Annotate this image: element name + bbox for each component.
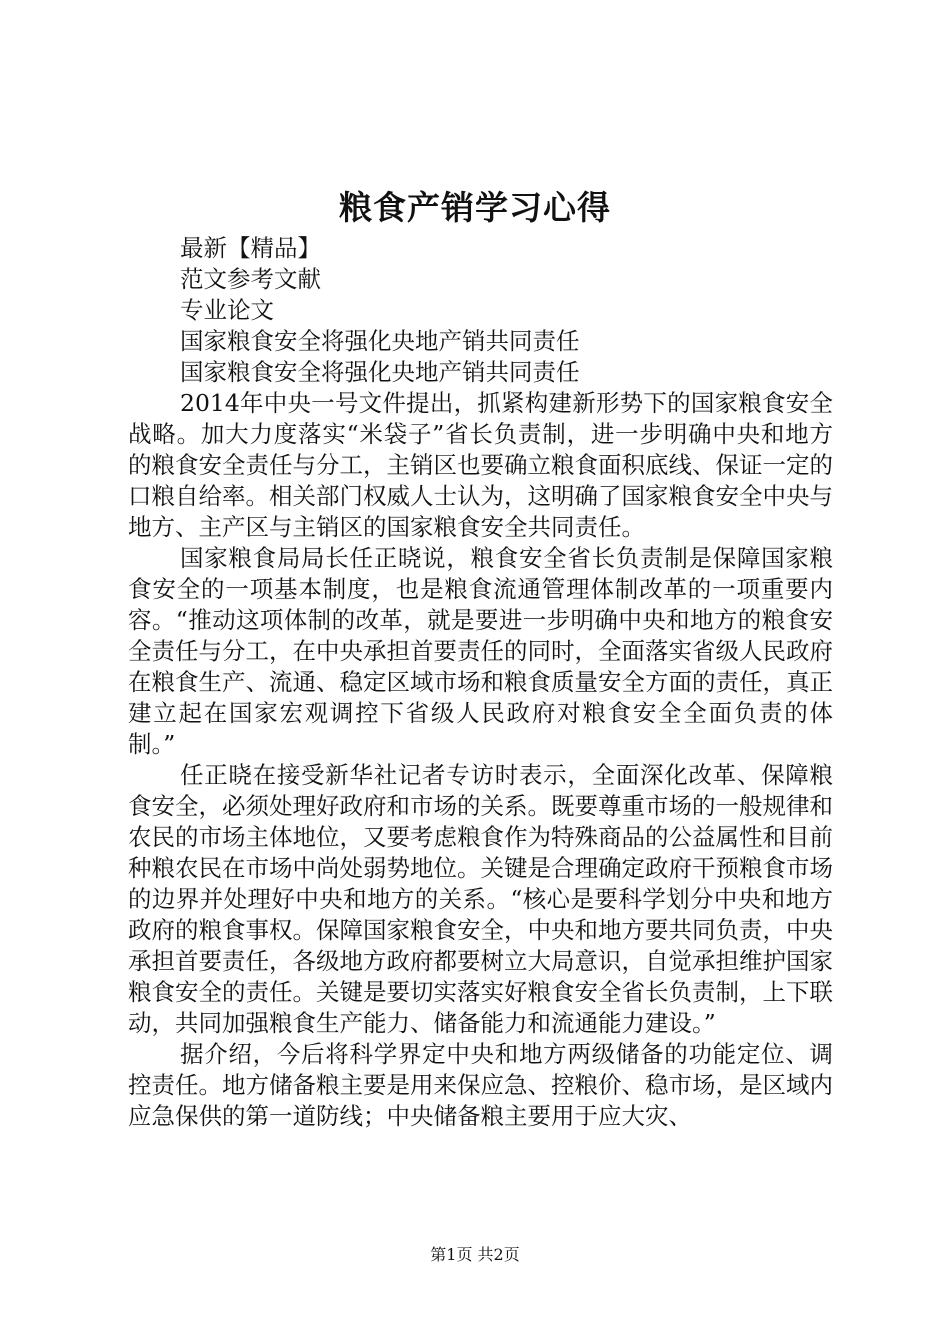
header-line: 国家粮食安全将强化央地产销共同责任 bbox=[180, 327, 580, 355]
header-line: 最新【精品】 bbox=[180, 234, 321, 262]
body-paragraph: 任正晓在接受新华社记者专访时表示，全面深化改革、保障粮食安全，必须处理好政府和市场的关系。既要尊重市场的一般规律和农民的市场主体地位，又要考虑粮食作为特殊商品的公益属性和目前种粮农民在市场中尚处弱势地位。关键是合理确定政府干预粮食市场的边界并处理好中央和地方的关系。“核心是要科学划分中央和地方政府的粮食事权。保障国家粮食安全，中央和地方要共同负责，中央承担首要责任，各级地方政府都要树立大局意识，自觉承担维护国家粮食安全的责任。关键是要切实落实好粮食安全省长负责制，上下联动，共同加强粮食生产能力、储备能力和流通能力建设。” bbox=[128, 761, 833, 1037]
document-body bbox=[128, 233, 833, 1132]
body-paragraph: 2014年中央一号文件提出，抓紧构建新形势下的国家粮食安全战略。加大力度落实“米袋子”省长负责制，进一步明确中央和地方的粮食安全责任与分工，主销区也要确立粮食面积底线、保证一定的口粮自给率。相关部门权威人士认为，这明确了国家粮食安全中央与地方、主产区与主销区的国家粮食安全共同责任。 bbox=[128, 389, 833, 541]
body-paragraph: 国家粮食局局长任正晓说，粮食安全省长负责制是保障国家粮食安全的一项基本制度，也是粮食流通管理体制改革的一项重要内容。“推动这项体制的改革，就是要进一步明确中央和地方的粮食安全责任与分工，在中央承担首要责任的同时，全面落实省级人民政府在粮食生产、流通、稳定区域市场和粮食质量安全方面的责任，真正建立起在国家宏观调控下省级人民政府对粮食安全全面负责的体制。” bbox=[128, 544, 833, 758]
body-paragraph: 据介绍，今后将科学界定中央和地方两级储备的功能定位、调控责任。地方储备粮主要是用来保应急、控粮价、稳市场，是区域内应急保供的第一道防线；中央储备粮主要用于应大灾、 bbox=[128, 1040, 833, 1130]
header-line: 专业论文 bbox=[180, 296, 274, 324]
header-line: 范文参考文献 bbox=[180, 265, 321, 293]
document-title: 粮食产销学习心得 bbox=[339, 188, 611, 227]
page-footer: 第1页 共2页 bbox=[430, 1245, 520, 1264]
header-line: 国家粮食安全将强化央地产销共同责任 bbox=[180, 358, 580, 386]
